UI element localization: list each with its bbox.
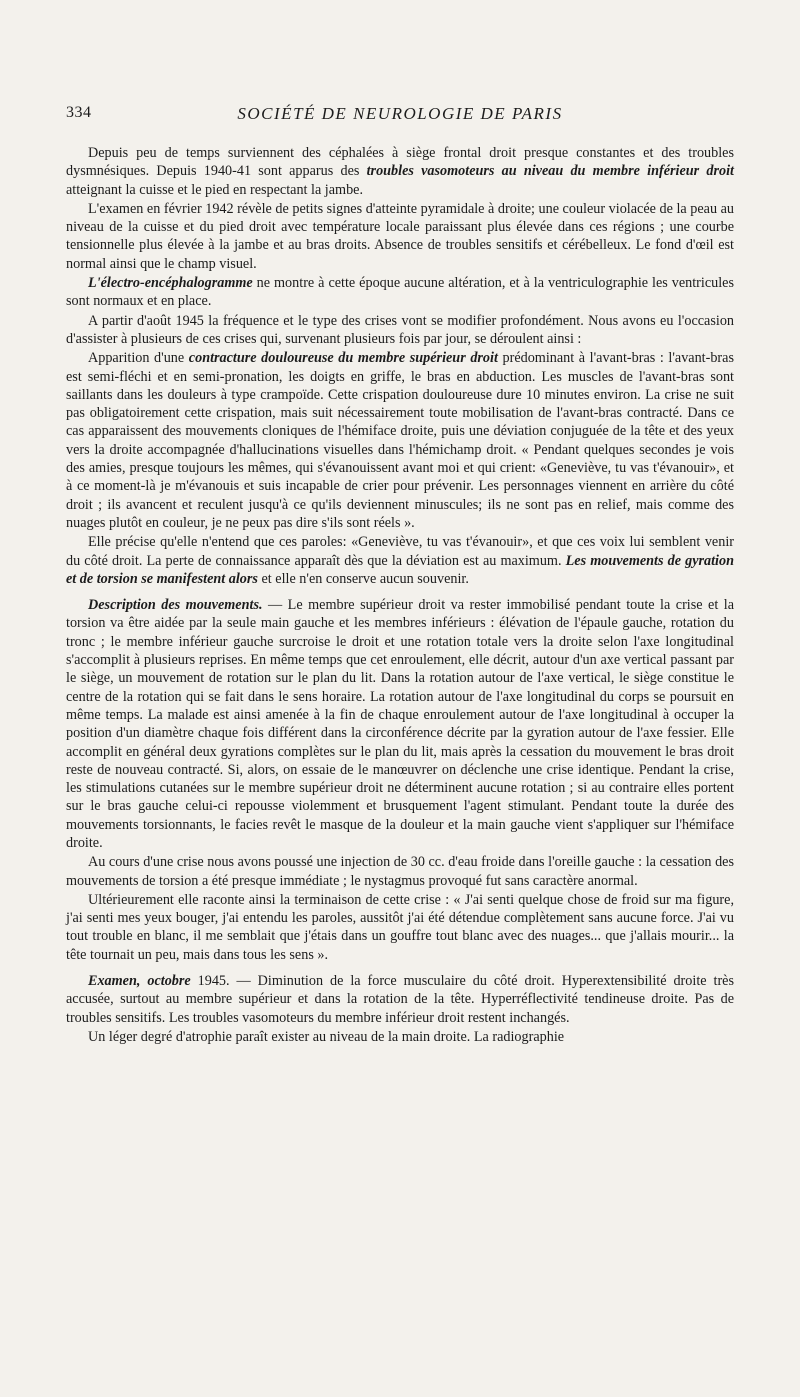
text-run: ne montre à cette époque aucune altération, et à la ventriculographie les ventricules sont normaux et en place.: [66, 275, 734, 310]
text-run: atteignant la cuisse et le pied en respectant la jambe.: [66, 181, 364, 198]
text-run: — Le membre supérieur droit va rester immobilisé pendant toute la crise et la torsion va être aidée par la seule main gauche et les membres inférieurs : élévation de l'épaule gauche, rotation du tronc ; le membre inférieur gauche surcroise le droit et une rotation totale vers la droite selon l'axe longitudinal s'accomplit à plusieurs reprises. En même temps que cet enroulement, elle décrit, autour d'un axe vertical passant par le siège, un mouvement de rotation sur le plan du lit. Dans la rotation autour de l'axe vertical, le siège constitue le centre de la rotation qui se fait dans le sens horaire. La rotation autour de l'axe longitudinal du corps se poursuit en même temps. La malade est ainsi amenée à la fin de chaque enroulement autour de l'axe longitudinal à occuper la position d'un diamètre chaque fois différent dans la circonférence décrite par la gyration autour de l'axe fessier. Elle accomplit en général deux gyrations complètes sur le plan du lit, mais après la cessation du mouvement le bras droit reste de nouveau contracté. Si, alors, on essaie de le manœuvrer on déclenche une crise identique. Pendant la crise, les stimulations cutanées sur le membre supérieur droit ne déterminent aucune rotation ; si au contraire elles portent sur le bras gauche celui-ci repousse violemment et brusquement l'agent stimulant. Pendant toute la durée des mouvements torsionnants, le facies revêt le masque de la douleur et la main gauche vient s'appliquer sur l'hémiface droite.: [66, 597, 734, 851]
paragraph: [66, 349, 734, 532]
text-run: Depuis peu de temps surviennent des céphalées à siège frontal droit presque constantes et des troubles dysmnésiques. Depuis 1940-41 sont apparus des: [66, 145, 734, 180]
paragraph: [66, 144, 734, 199]
paragraph: [66, 200, 734, 273]
running-title: SOCIÉTÉ DE NEUROLOGIE DE PARIS: [237, 104, 563, 123]
text-run: prédominant à l'avant-bras : l'avant-bras est semi-fléchi et en semi-pronation, les doigts en griffe, le bras en abduction. Les muscles de l'avant-bras sont saillants dans les douleurs à type crampoïde. Cette crispation douloureuse dure 10 minutes environ. La crise ne suit pas obligatoirement cette crispation, mais suit nécessairement toute mobilisation de l'avant-bras contracté. Dans ce cas apparaissent des mouvements cloniques de l'hémiface droite, puis une déviation conjuguée de la tête et des yeux vers la droite accompagnée d'hallucinations visuelles dans l'hémichamp droit. « Pendant quelques secondes je vois des amies, presque toujours les mêmes, qui s'évanouissent avant moi et qui crient: «Geneviève, tu vas t'évanouir», et à ce moment-là je m'évanouis et suis incapable de crier pour prévenir. Les personnages viennent en arrière du côté droit ; ils avancent et reculent jusqu'à ce qu'ils deviennent minuscules; ils ne sont pas en relief, mais comme des nuages plutôt en couleur, je ne peux pas dire s'ils sont réels ».: [66, 350, 734, 531]
text-run: Au cours d'une crise nous avons poussé une injection de 30 cc. d'eau froide dans l'oreille gauche : la cessation des mouvements de torsion a été presque immédiate ; le nystagmus provoqué fut sans caractère anormal.: [66, 854, 734, 889]
paragraph: [66, 533, 734, 588]
paragraph: [66, 312, 734, 349]
paragraph: [66, 972, 734, 1027]
page-number: 334: [66, 104, 92, 121]
italic-phrase: Examen, octobre: [88, 973, 191, 990]
text-run: Apparition d'une: [88, 350, 189, 367]
paragraph: [66, 274, 734, 311]
paragraph: [66, 891, 734, 964]
page-header: [66, 104, 734, 128]
article-body: [66, 144, 734, 1046]
text-run: Elle précise qu'elle n'entend que ces paroles: «Geneviève, tu vas t'évanouir», et que ces voix lui semblent venir du côté droit. La perte de connaissance apparaît dès que la déviation est au maximum.: [66, 534, 734, 569]
text-run: A partir d'août 1945 la fréquence et le type des crises vont se modifier profondément. Nous avons eu l'occasion d'assister à plusieurs de ces crises qui, survenant plusieurs fois par jour, se déroulent ainsi :: [66, 312, 734, 347]
text-run: et elle n'en conserve aucun souvenir.: [257, 570, 469, 587]
text-run: Ultérieurement elle raconte ainsi la terminaison de cette crise : « J'ai senti quelque chose de froid sur ma figure, j'ai senti mes yeux bouger, j'ai entendu les paroles, aussitôt j'ai été détendue complètement sans aucune force. J'ai vu tout trouble en blanc, il me semblait que j'étais dans un gouffre tout blanc avec des nuages... que j'allais mourir... la tête tournait un peu, mais dans tous les sens ».: [66, 891, 734, 963]
italic-phrase: troubles vasomoteurs au niveau du membre inférieur droit: [366, 163, 734, 180]
italic-phrase: Description des mouvements.: [88, 597, 263, 614]
text-run: L'examen en février 1942 révèle de petits signes d'atteinte pyramidale à droite; une couleur violacée de la peau au niveau de la cuisse et du pied droit avec température locale paraissant plus élevée dans ces régions ; une courbe tensionnelle plus élevée à la jambe et au bras droits. Absence de troubles sensitifs et cérébelleux. Le fond d'œil est normal ainsi que le champ visuel.: [66, 200, 734, 272]
italic-phrase: L'électro-encéphalogramme: [88, 275, 253, 292]
italic-phrase: contracture douloureuse du membre supérieur droit: [188, 350, 498, 367]
paragraph: [66, 596, 734, 852]
paragraph: [66, 853, 734, 890]
text-run: 1945. — Diminution de la force musculaire du côté droit. Hyperextensibilité droite très accusée, surtout au membre supérieur et dans la rotation de la tête. Hyperréflectivité tendineuse droite. Pas de troubles sensitifs. Les troubles vasomoteurs du membre inférieur droit restent inchangés.: [66, 973, 734, 1026]
text-run: Un léger degré d'atrophie paraît exister au niveau de la main droite. La radiographie: [88, 1028, 565, 1045]
italic-phrase: Les mouvements de gyration et de torsion se manifestent alors: [66, 552, 734, 587]
paragraph: [66, 1028, 734, 1046]
